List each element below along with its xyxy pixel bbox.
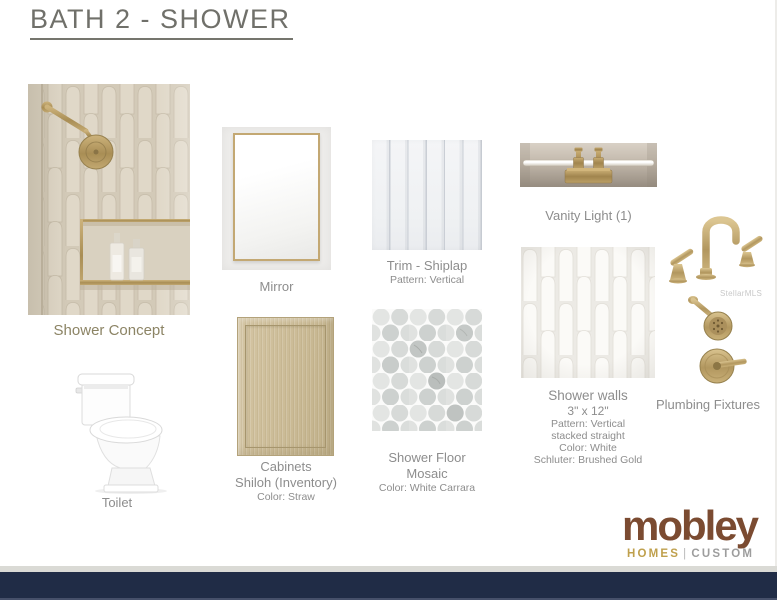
cabinets-label-line2: Shiloh (Inventory) bbox=[235, 475, 337, 490]
shower-walls-color-text: Color: White bbox=[559, 442, 617, 454]
mosaic-label-line1: Shower Floor bbox=[388, 450, 466, 465]
picket-tile-illustration bbox=[521, 247, 655, 378]
cabinet-panel bbox=[245, 325, 326, 448]
cabinets-label-line1: Cabinets bbox=[260, 459, 312, 474]
shower-concept-label: Shower Concept bbox=[53, 322, 165, 339]
toilet-illustration bbox=[68, 362, 172, 494]
shower-walls-schluter-text: Schluter: Brushed Gold bbox=[533, 454, 643, 466]
mobley-logo bbox=[622, 502, 772, 560]
logo-tagline-divider: | bbox=[683, 548, 689, 560]
toilet-photo bbox=[68, 362, 172, 494]
shiplap-photo bbox=[372, 140, 482, 250]
cabinets-label bbox=[207, 459, 365, 503]
mosaic-label bbox=[347, 450, 507, 494]
trim-label bbox=[347, 258, 507, 286]
shower-head-icon bbox=[685, 294, 755, 342]
vanity-light-illustration bbox=[520, 143, 657, 187]
shower-walls-label-text: Shower walls bbox=[548, 388, 628, 403]
vanity-light-label-text: Vanity Light (1) bbox=[545, 208, 632, 223]
mosaic-color-text: Color: White Carrara bbox=[378, 482, 476, 494]
plumbing-label-text: Plumbing Fixtures bbox=[655, 397, 761, 412]
watermark-text: StellarMLS bbox=[720, 289, 763, 298]
shower-valve-icon bbox=[681, 342, 756, 390]
shower-concept-photo bbox=[28, 84, 190, 315]
faucet-left-handle bbox=[669, 248, 694, 284]
toilet-label-text: Toilet bbox=[101, 495, 133, 510]
mirror-frame bbox=[233, 133, 320, 261]
shower-walls-size-text: 3" x 12" bbox=[567, 404, 609, 418]
faucet-right-handle bbox=[739, 235, 764, 267]
mirror-photo bbox=[222, 127, 331, 270]
page-title: BATH 2 - SHOWER bbox=[30, 4, 293, 40]
footer-navy-bar bbox=[0, 572, 777, 598]
faucet-illustration bbox=[660, 200, 770, 292]
toilet-label bbox=[62, 495, 172, 511]
mosaic-photo bbox=[372, 309, 482, 431]
mirror-label bbox=[212, 279, 341, 295]
trim-label-text: Trim - Shiplap bbox=[386, 258, 468, 273]
plumbing-label bbox=[638, 397, 777, 413]
logo-tagline-homes: HOMES bbox=[627, 548, 681, 560]
cabinets-color-text: Color: Straw bbox=[257, 491, 315, 503]
shower-walls-pattern-line1: Pattern: Vertical bbox=[550, 418, 626, 430]
mirror-label-text: Mirror bbox=[259, 279, 294, 294]
shower-concept-illustration bbox=[28, 84, 190, 315]
logo-wordmark: mobley bbox=[622, 502, 758, 549]
cabinet-door-photo bbox=[237, 317, 334, 456]
trim-pattern-text: Pattern: Vertical bbox=[389, 274, 465, 286]
mosaic-label-line2: Mosaic bbox=[406, 466, 448, 481]
penny-tile-illustration bbox=[372, 309, 482, 431]
logo-tagline bbox=[627, 548, 772, 560]
shower-walls-pattern-line2: stacked straight bbox=[551, 430, 625, 442]
vanity-light-photo bbox=[520, 143, 657, 187]
logo-tagline-custom: CUSTOM bbox=[691, 548, 755, 560]
shower-walls-photo bbox=[521, 247, 655, 378]
vanity-light-label bbox=[505, 208, 672, 224]
